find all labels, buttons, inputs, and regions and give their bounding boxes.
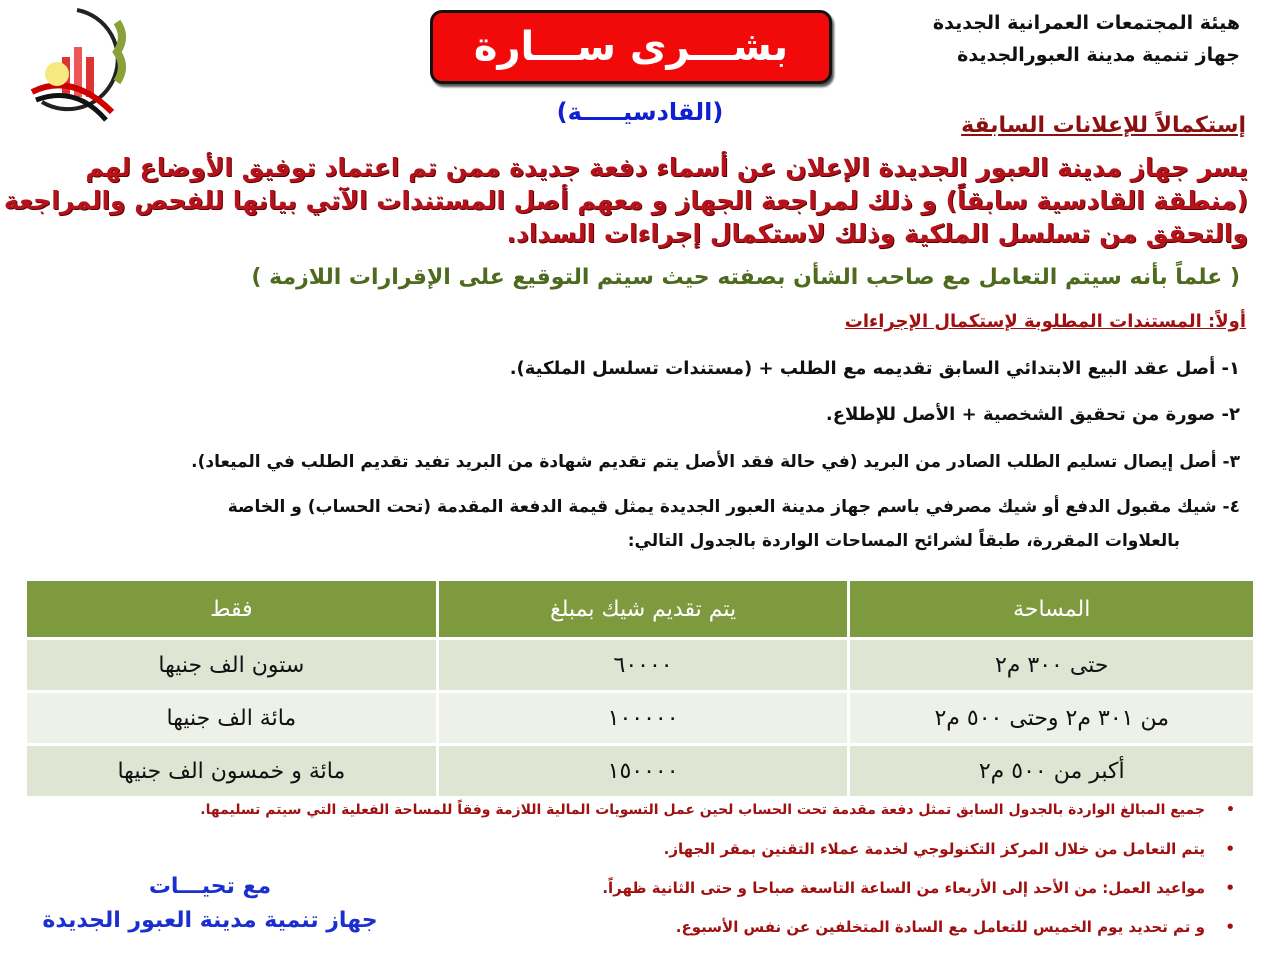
note-item: [200, 802, 1235, 818]
table-row: [26, 639, 1255, 692]
note-text: و تم تحديد يوم الخميس للتعامل مع السادة المتخلفين عن نفس الأسبوع.: [675, 918, 1205, 936]
signature-greeting: مع تحيـــات: [148, 874, 272, 899]
amount-cell: ١٥٠٠٠٠: [437, 745, 849, 798]
column-header: يتم تقديم شيك بمبلغ: [437, 580, 849, 639]
bullet-icon: •: [1225, 918, 1235, 936]
signature-org: جهاز تنمية مدينة العبور الجديدة: [42, 908, 378, 933]
table-row: [26, 692, 1255, 745]
bullet-icon: •: [1225, 840, 1235, 858]
bullet-icon: •: [1226, 802, 1235, 818]
column-header: فقط: [26, 580, 438, 639]
intro-note: ( علماً بأنه سيتم التعامل مع صاحب الشأن بصفته حيث سيتم التوقيع على الإقرارات اللازمة ): [251, 265, 1240, 290]
org-department: جهاز تنمية مدينة العبورالجديدة: [957, 44, 1240, 66]
document-item: ٢- صورة من تحقيق الشخصية + الأصل للإطلاع.: [825, 404, 1240, 425]
note-text: مواعيد العمل: من الأحد إلى الأربعاء من الساعة التاسعة صباحا و حتى الثانية ظهراً.: [602, 879, 1205, 897]
amount-words-cell: ستون الف جنيها: [26, 639, 438, 692]
table-header-row: [26, 580, 1255, 639]
bullet-icon: •: [1225, 879, 1235, 897]
document-item: ١- أصل عقد البيع الابتدائي السابق تقديمه مع الطلب + (مستندات تسلسل الملكية).: [509, 358, 1240, 379]
column-header: المساحة: [849, 580, 1255, 639]
amount-words-cell: مائة الف جنيها: [26, 692, 438, 745]
amount-words-cell: مائة و خمسون الف جنيها: [26, 745, 438, 798]
note-item: [675, 918, 1235, 936]
intro-line: يسر جهاز مدينة العبور الجديدة الإعلان عن أسماء دفعة جديدة ممن تم اعتماد توفيق الأوضاع لهم: [85, 153, 1248, 182]
table-row: [26, 745, 1255, 798]
area-cell: أكبر من ٥٠٠ م٢: [849, 745, 1255, 798]
intro-line: والتحقق من تسلسل الملكية وذلك لاستكمال إجراءات السداد.: [506, 219, 1248, 248]
announcement-banner: بشـــرى ســـارة: [430, 10, 832, 84]
intro-line: (منطقة القادسية سابقاً) و ذلك لمراجعة الجهاز و معهم أصل المستندات الآتي بيانها للفحص والمراجعة: [3, 186, 1248, 215]
area-subtitle: (القادسيـــــة): [556, 98, 724, 126]
intro-title: إستكمالاً للإعلانات السابقة: [961, 113, 1246, 138]
amount-cell: ٦٠٠٠٠: [437, 639, 849, 692]
document-item: بالعلاوات المقررة، طبقاً لشرائح المساحات الواردة بالجدول التالي:: [627, 531, 1180, 551]
note-item: [602, 879, 1235, 897]
document-item: ٤- شيك مقبول الدفع أو شيك مصرفي باسم جهاز مدينة العبور الجديدة يمثل قيمة الدفعة المقدمة (تحت الحساب) و الخاصة: [227, 497, 1240, 517]
fees-table: [24, 578, 1256, 799]
note-text: جميع المبالغ الواردة بالجدول السابق تمثل دفعة مقدمة تحت الحساب لحين عمل التسويات المالية اللازمة وفقاً للمساحة الفعلية التي سيتم تسليمها.: [200, 802, 1205, 818]
document-item: ٣- أصل إيصال تسليم الطلب الصادر من البريد (في حالة فقد الأصل يتم تقديم شهادة من البريد تفيد تقديم الطلب في الميعاد).: [191, 452, 1240, 472]
section-title: أولاً: المستندات المطلوبة لإستكمال الإجراءات: [844, 311, 1246, 332]
note-item: [663, 840, 1235, 858]
logo: [22, 2, 132, 122]
area-cell: حتى ٣٠٠ م٢: [849, 639, 1255, 692]
org-name: هيئة المجتمعات العمرانية الجديدة: [932, 12, 1240, 34]
area-cell: من ٣٠١ م٢ وحتى ٥٠٠ م٢: [849, 692, 1255, 745]
amount-cell: ١٠٠٠٠٠: [437, 692, 849, 745]
note-text: يتم التعامل من خلال المركز التكنولوجي لخدمة عملاء التقنين بمقر الجهاز.: [663, 840, 1205, 858]
